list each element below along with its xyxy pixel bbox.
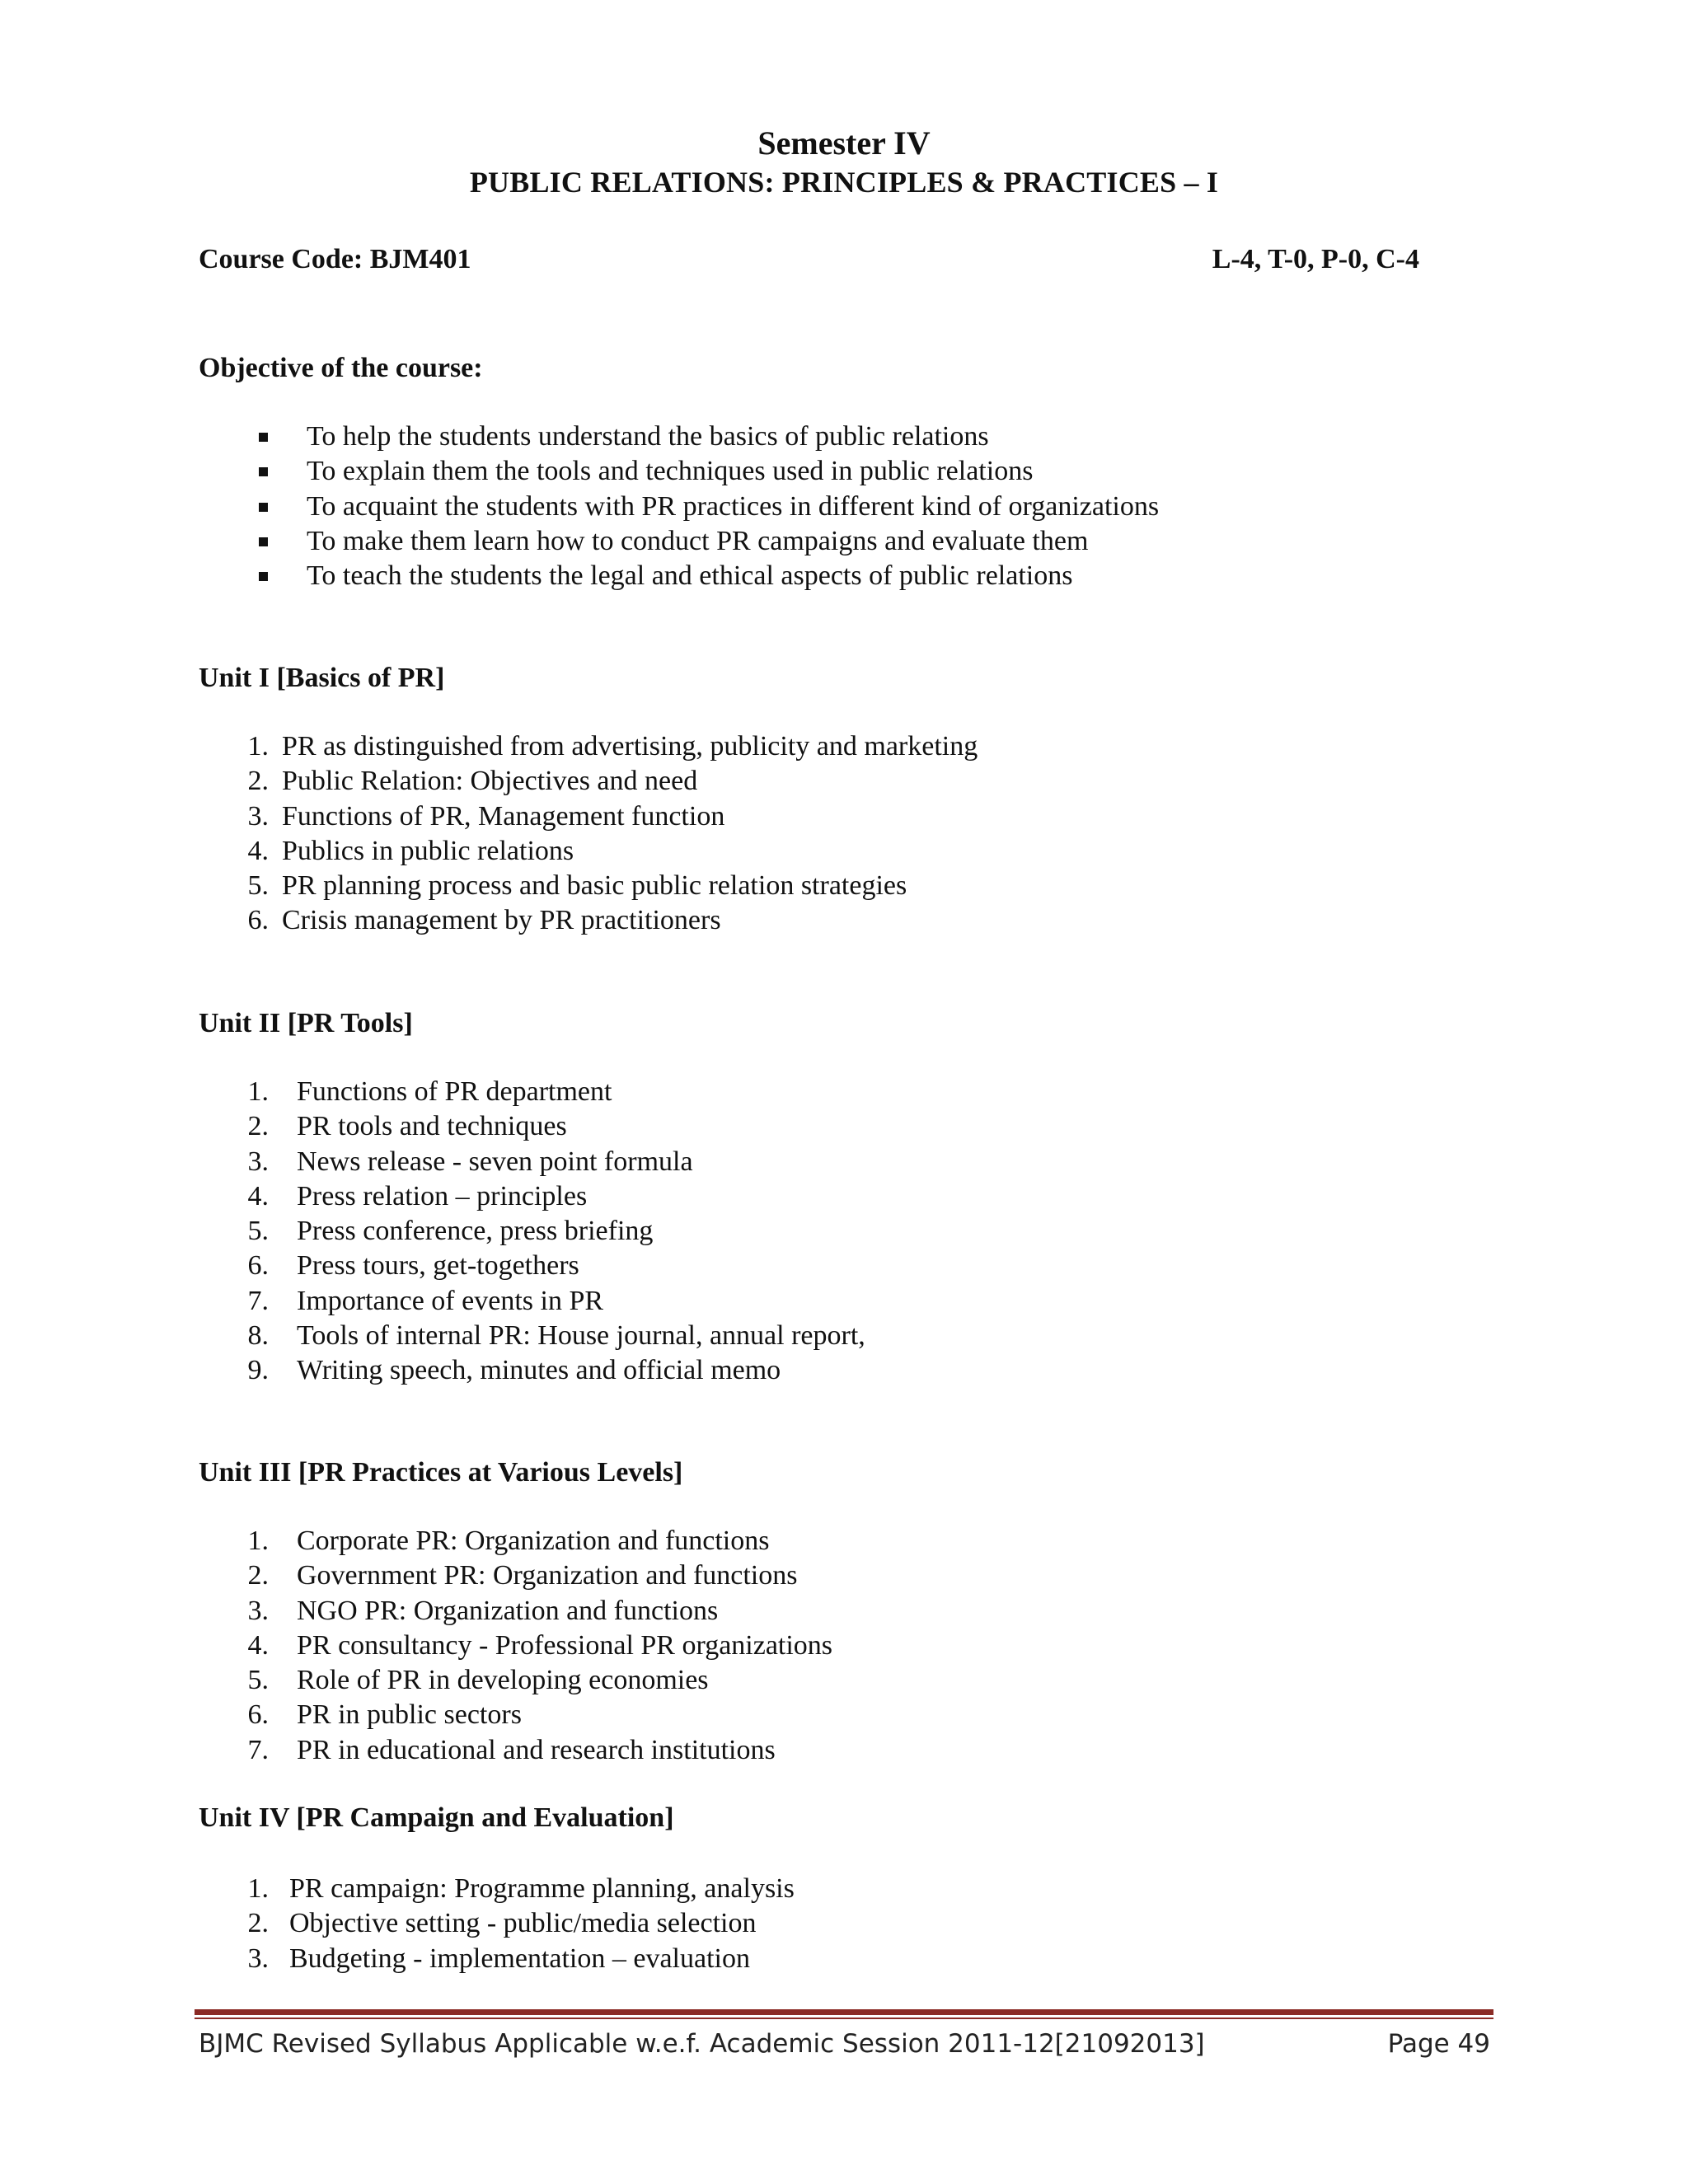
semester-title: Semester IV: [757, 124, 931, 162]
list-item: 3. News release - seven point formula: [247, 1146, 693, 1177]
unit-3-list: [244, 1524, 832, 1768]
list-item: 5. Role of PR in developing economies: [247, 1665, 709, 1696]
list-item: 6. PR in public sectors: [247, 1699, 522, 1731]
objective-item: To make them learn how to conduct PR campaigns and evaluate them: [256, 524, 1159, 559]
square-bullet-icon: [259, 537, 268, 546]
course-code: Course Code: BJM401: [199, 244, 471, 274]
page-number: Page 49: [1387, 2029, 1490, 2059]
list-item: 2. Government PR: Organization and functions: [247, 1560, 798, 1591]
list-item: 3. NGO PR: Organization and functions: [247, 1595, 719, 1626]
list-item: 2. PR tools and techniques: [247, 1111, 567, 1142]
objective-heading: Objective of the course:: [199, 353, 483, 383]
list-item: 1. PR campaign: Programme planning, analysis: [247, 1873, 795, 1904]
course-title: PUBLIC RELATIONS: PRINCIPLES & PRACTICES – I: [469, 166, 1219, 199]
list-item: 1. Functions of PR department: [247, 1076, 612, 1107]
list-item: 9. Writing speech, minutes and official memo: [247, 1355, 781, 1386]
unit-1-list: [244, 729, 978, 939]
objective-item: To help the students understand the basics of public relations: [256, 419, 1159, 454]
list-item: 5. PR planning process and basic public relation strategies: [247, 870, 907, 902]
footer-syllabus-note: BJMC Revised Syllabus Applicable w.e.f. Academic Session 2011-12[21092013]: [199, 2029, 1205, 2059]
list-item: 7. PR in educational and research institutions: [247, 1734, 776, 1765]
unit-2-heading: Unit II [PR Tools]: [199, 1008, 413, 1038]
list-item: 1. Corporate PR: Organization and functions: [247, 1526, 770, 1556]
square-bullet-icon: [259, 572, 268, 581]
objective-list: [256, 419, 1159, 593]
list-item: 8. Tools of internal PR: House journal, annual report,: [247, 1320, 865, 1352]
unit-1-heading: Unit I [Basics of PR]: [199, 663, 445, 693]
square-bullet-icon: [259, 467, 268, 476]
list-item: 3. Functions of PR, Management function: [247, 800, 725, 832]
list-item: 1. PR as distinguished from advertising, publicity and marketing: [247, 731, 978, 762]
list-item: 3. Budgeting - implementation – evaluation: [247, 1943, 750, 1974]
list-item: 6. Press tours, get-togethers: [247, 1250, 579, 1282]
square-bullet-icon: [259, 503, 268, 512]
list-item: 2. Public Relation: Objectives and need: [247, 766, 698, 797]
list-item: 6. Crisis management by PR practitioners: [247, 905, 721, 936]
unit-3-heading: Unit III [PR Practices at Various Levels]: [199, 1457, 683, 1488]
objective-item: To acquaint the students with PR practices in different kind of organizations: [256, 490, 1159, 524]
list-item: 4. Press relation – principles: [247, 1180, 588, 1212]
square-bullet-icon: [259, 433, 268, 442]
list-item: 2. Objective setting - public/media selection: [247, 1908, 757, 1939]
footer-divider: [195, 2009, 1493, 2019]
unit-4-heading: Unit IV [PR Campaign and Evaluation]: [199, 1802, 674, 1833]
unit-2-list: [244, 1075, 865, 1389]
objective-item: To explain them the tools and techniques used in public relations: [256, 454, 1159, 489]
unit-4-list: [244, 1872, 795, 1976]
course-info-row: [199, 244, 1419, 275]
list-item: 7. Importance of events in PR: [247, 1285, 604, 1316]
list-item: 4. PR consultancy - Professional PR organizations: [247, 1629, 833, 1661]
credit-structure: L-4, T-0, P-0, C-4: [1212, 244, 1419, 274]
page-footer: [199, 2029, 1490, 2059]
objective-item: To teach the students the legal and ethical aspects of public relations: [256, 559, 1159, 593]
list-item: 4. Publics in public relations: [247, 835, 574, 866]
list-item: 5. Press conference, press briefing: [247, 1216, 654, 1247]
